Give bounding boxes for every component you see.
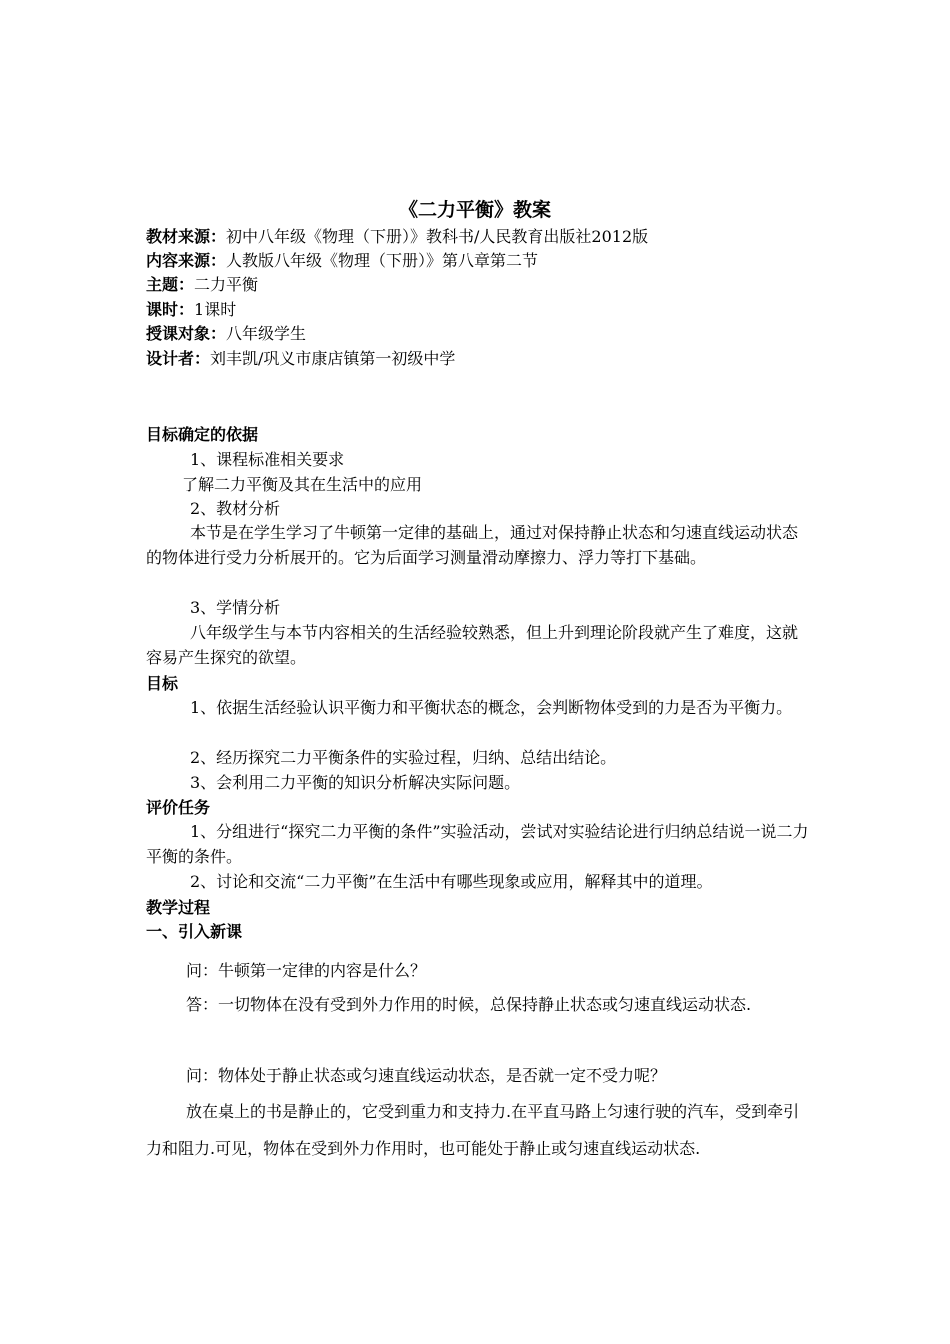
- process-paragraph: 放在桌上的书是静止的，它受到重力和支持力.在平直马路上匀速行驶的汽车，受到牵引力和阻力.可见，物体在受到外力作用时，也可能处于静止或匀速直线运动状态.: [146, 1102, 800, 1158]
- basis-item: 2、教材分析: [190, 499, 281, 518]
- meta-value: 刘丰凯/巩义市康店镇第一初级中学: [210, 349, 456, 368]
- goals-heading: 目标: [146, 674, 179, 693]
- basis-item: 3、学情分析: [190, 598, 281, 617]
- meta-key: 主题：: [146, 275, 195, 294]
- basis-item: 1、课程标准相关要求: [190, 450, 345, 469]
- meta-value: 二力平衡: [194, 275, 259, 294]
- meta-value: 1课时: [194, 300, 237, 319]
- process-heading: 教学过程: [146, 898, 211, 917]
- basis-paragraph: 本节是在学生学习了牛顿第一定律的基础上，通过对保持静止状态和匀速直线运动状态的物体进行受力分析展开的。它为后面学习测量滑动摩擦力、浮力等打下基础。: [146, 523, 799, 567]
- meta-value: 人教版八年级《物理（下册）》第八章第二节: [226, 251, 539, 270]
- basis-heading: 目标确定的依据: [146, 425, 259, 444]
- meta-key: 内容来源：: [146, 251, 227, 270]
- meta-designer: [146, 347, 846, 371]
- process-paragraph: 答：一切物体在没有受到外力作用的时候，总保持静止状态或匀速直线运动状态.: [186, 995, 752, 1014]
- meta-source: [146, 225, 846, 249]
- meta-audience: [146, 322, 846, 346]
- goal-item: 2、经历探究二力平衡条件的实验过程，归纳、总结出结论。: [190, 748, 617, 767]
- meta-key: 课时：: [146, 300, 195, 319]
- meta-key: 教材来源：: [146, 227, 227, 246]
- meta-value: 初中八年级《物理（下册）》教科书/人民教育出版社2012版: [226, 227, 649, 246]
- basis-item: 了解二力平衡及其在生活中的应用: [182, 475, 423, 494]
- task-item: 1、分组进行“探究二力平衡的条件”实验活动，尝试对实验结论进行归纳总结说一说二力平衡的条件。: [146, 822, 809, 866]
- meta-value: 八年级学生: [226, 324, 307, 343]
- meta-periods: [146, 298, 846, 322]
- process-paragraph: 问：物体处于静止状态或匀速直线运动状态，是否就一定不受力呢？: [186, 1066, 667, 1085]
- meta-key: 授课对象：: [146, 324, 227, 343]
- tasks-heading: 评价任务: [146, 798, 211, 817]
- goal-item: 3、会利用二力平衡的知识分析解决实际问题。: [190, 773, 521, 792]
- meta-content-source: [146, 249, 846, 273]
- meta-key: 设计者：: [146, 349, 211, 368]
- page-title: 《二力平衡》教案: [398, 199, 551, 221]
- task-item: 2、讨论和交流“二力平衡”在生活中有哪些现象或应用，解释其中的道理。: [190, 872, 713, 891]
- process-paragraph: 问：牛顿第一定律的内容是什么？: [186, 961, 427, 980]
- goal-item: 1、依据生活经验认识平衡力和平衡状态的概念，会判断物体受到的力是否为平衡力。: [190, 698, 793, 717]
- section-heading: 一、引入新课: [146, 922, 243, 941]
- meta-topic: [146, 273, 846, 297]
- basis-paragraph: 八年级学生与本节内容相关的生活经验较熟悉，但上升到理论阶段就产生了难度，这就容易产生探究的欲望。: [146, 623, 799, 667]
